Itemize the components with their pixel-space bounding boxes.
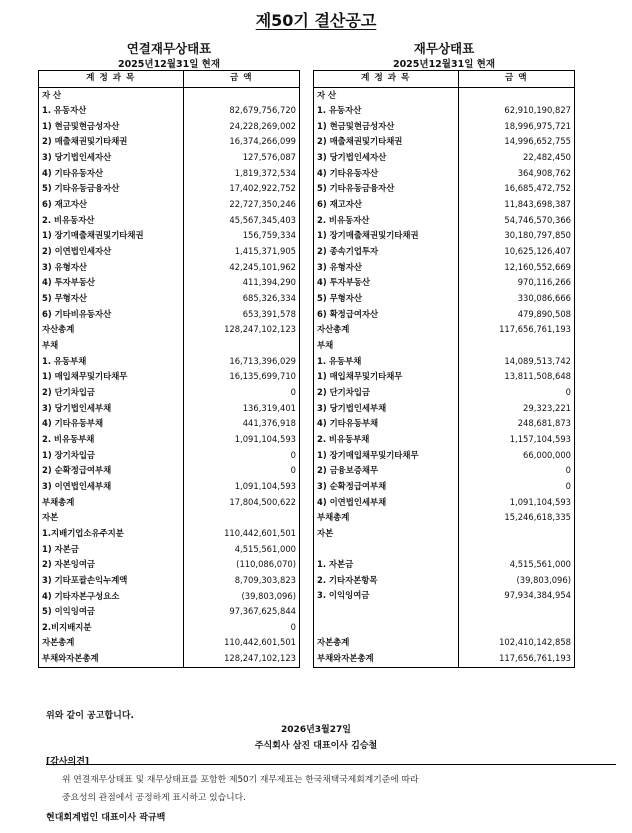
account-name: 2. 비유동부채 — [314, 432, 459, 448]
account-amount: 1,091,104,593 — [183, 479, 300, 495]
account-name: 3) 유형자산 — [314, 260, 459, 276]
account-amount: 8,709,303,823 — [183, 573, 300, 589]
table-row — [314, 588, 575, 604]
table-row — [39, 322, 300, 338]
table-row — [314, 651, 575, 667]
table-row — [314, 401, 575, 417]
company-representative: 주식회사 삼진 대표이사 김승철 — [254, 741, 378, 751]
account-amount — [458, 542, 575, 558]
account-name — [314, 604, 459, 620]
account-amount: 0 — [183, 620, 300, 636]
table-row — [314, 103, 575, 119]
table-row — [314, 416, 575, 432]
account-amount: 17,804,500,622 — [183, 495, 300, 511]
account-amount: 97,367,625,844 — [183, 604, 300, 620]
account-amount: 42,245,101,962 — [183, 260, 300, 276]
column-header-amount: 금 액 — [183, 71, 300, 88]
account-name: 1) 장기매출채권및기타채권 — [314, 228, 459, 244]
account-name: 2) 이연법인세자산 — [39, 244, 184, 260]
account-amount — [183, 87, 300, 103]
account-amount: 16,685,472,752 — [458, 181, 575, 197]
account-amount: 11,843,698,387 — [458, 197, 575, 213]
account-amount: 45,567,345,403 — [183, 213, 300, 229]
table-row — [314, 604, 575, 620]
column-header-account: 계 정 과 목 — [39, 71, 184, 88]
account-name: 5) 무형자산 — [314, 291, 459, 307]
account-name: 4) 이연법인세부채 — [314, 495, 459, 511]
table-row — [39, 244, 300, 260]
account-name: 6) 기타비유동자산 — [39, 307, 184, 323]
account-amount: 0 — [458, 479, 575, 495]
account-amount: 0 — [183, 385, 300, 401]
account-name: 2) 종속기업투자 — [314, 244, 459, 260]
separate-heading: 재무상태표 — [413, 41, 475, 56]
table-row — [314, 354, 575, 370]
table-row — [314, 181, 575, 197]
table-row — [314, 338, 575, 354]
account-amount: 15,246,618,335 — [458, 510, 575, 526]
account-name: 2) 매출채권및기타채권 — [314, 134, 459, 150]
account-amount: 0 — [458, 463, 575, 479]
account-name: 부채와자본총계 — [314, 651, 459, 667]
account-amount: 653,391,578 — [183, 307, 300, 323]
account-amount — [458, 87, 575, 103]
table-row — [39, 275, 300, 291]
table-row — [39, 213, 300, 229]
account-amount: 0 — [183, 448, 300, 464]
table-row — [314, 495, 575, 511]
account-amount: 1,157,104,593 — [458, 432, 575, 448]
table-row — [39, 260, 300, 276]
table-row — [39, 604, 300, 620]
account-amount: 22,482,450 — [458, 150, 575, 166]
account-name: 자본총계 — [39, 635, 184, 651]
account-amount: 13,811,508,648 — [458, 369, 575, 385]
account-amount: 479,890,508 — [458, 307, 575, 323]
table-row — [314, 557, 575, 573]
account-name: 2) 자본잉여금 — [39, 557, 184, 573]
account-name: 2) 매출채권및기타채권 — [39, 134, 184, 150]
account-name: 2. 비유동자산 — [314, 213, 459, 229]
account-name: 자 산 — [314, 87, 459, 103]
account-amount: 30,180,797,850 — [458, 228, 575, 244]
table-row — [314, 542, 575, 558]
account-amount: (110,086,070) — [183, 557, 300, 573]
account-name: 6) 재고자산 — [39, 197, 184, 213]
account-name: 3) 당기법인세부채 — [314, 401, 459, 417]
account-amount: 14,996,652,755 — [458, 134, 575, 150]
table-row — [314, 291, 575, 307]
account-name: 2. 비유동자산 — [39, 213, 184, 229]
account-amount: (39,803,096) — [183, 589, 300, 605]
account-amount: 16,374,266,099 — [183, 134, 300, 150]
table-row — [39, 463, 300, 479]
account-name: 5) 기타유동금융자산 — [39, 181, 184, 197]
table-row — [39, 526, 300, 542]
account-amount — [458, 526, 575, 542]
column-header-account: 계 정 과 목 — [314, 71, 459, 88]
table-row — [39, 416, 300, 432]
account-amount: 66,000,000 — [458, 448, 575, 464]
account-name: 자산총계 — [39, 322, 184, 338]
table-row — [314, 244, 575, 260]
account-name: 6) 재고자산 — [314, 197, 459, 213]
account-amount: 110,442,601,501 — [183, 635, 300, 651]
separate-date: 2025년12월31일 현재 — [392, 59, 496, 70]
table-row — [314, 448, 575, 464]
table-row — [39, 635, 300, 651]
table-row — [39, 134, 300, 150]
account-amount: 1,091,104,593 — [458, 495, 575, 511]
account-amount: 0 — [183, 463, 300, 479]
account-amount: 17,402,922,752 — [183, 181, 300, 197]
account-amount: 29,323,221 — [458, 401, 575, 417]
account-name: 2. 비유동부채 — [39, 432, 184, 448]
account-amount: 117,656,761,193 — [458, 322, 575, 338]
account-name: 3) 당기법인세부채 — [39, 401, 184, 417]
account-amount: 102,410,142,858 — [458, 635, 575, 651]
account-name: 2.비지배지분 — [39, 620, 184, 636]
account-name: 1) 매입채무및기타채무 — [314, 369, 459, 385]
table-row — [314, 620, 575, 636]
account-amount: 248,681,873 — [458, 416, 575, 432]
account-amount: 54,746,570,366 — [458, 213, 575, 229]
table-row — [314, 479, 575, 495]
table-row — [314, 463, 575, 479]
table-row — [39, 307, 300, 323]
account-name: 1) 매입채무및기타채무 — [39, 369, 184, 385]
account-name: 1) 자본금 — [39, 542, 184, 558]
account-amount: 685,326,334 — [183, 291, 300, 307]
account-name: 1. 유동자산 — [39, 103, 184, 119]
account-amount — [183, 338, 300, 354]
account-amount: 18,996,975,721 — [458, 119, 575, 135]
audit-divider — [46, 764, 616, 765]
table-row — [39, 197, 300, 213]
account-amount: 10,625,126,407 — [458, 244, 575, 260]
account-amount: 411,394,290 — [183, 275, 300, 291]
account-name: 1) 장기매입채무및기타채무 — [314, 448, 459, 464]
table-row — [314, 635, 575, 651]
audit-opinion-line-1: 위 연결재무상태표 및 재무상태표를 포함한 제50기 재무제표는 한국채택국제회계기준에 따라 — [62, 775, 419, 785]
account-amount: 14,089,513,742 — [458, 354, 575, 370]
consolidated-date: 2025년12월31일 현재 — [117, 59, 221, 70]
account-amount: (39,803,096) — [458, 573, 575, 589]
account-name: 부채총계 — [39, 495, 184, 511]
account-name: 자본 — [314, 526, 459, 542]
account-name: 4) 기타유동자산 — [39, 166, 184, 182]
account-name: 3) 당기법인세자산 — [314, 150, 459, 166]
table-row — [314, 369, 575, 385]
auditor-signature: 현대회계법인 대표이사 곽규백 — [46, 813, 166, 823]
account-amount: 16,135,699,710 — [183, 369, 300, 385]
table-row — [39, 87, 300, 103]
account-amount: 1,415,371,905 — [183, 244, 300, 260]
account-name: 3) 기타포괄손익누계액 — [39, 573, 184, 589]
account-name: 부채총계 — [314, 510, 459, 526]
table-row — [39, 119, 300, 135]
table-row — [314, 87, 575, 103]
account-amount: 330,086,666 — [458, 291, 575, 307]
column-header-amount: 금 액 — [458, 71, 575, 88]
consolidated-heading: 연결재무상태표 — [126, 41, 212, 56]
account-amount: 16,713,396,029 — [183, 354, 300, 370]
table-row — [39, 338, 300, 354]
table-row — [39, 103, 300, 119]
account-name — [314, 620, 459, 636]
account-name: 4) 기타유동부채 — [314, 416, 459, 432]
announcement-title: 제50기 결산공고 — [255, 11, 377, 30]
account-name: 4) 투자부동산 — [314, 275, 459, 291]
table-row — [314, 275, 575, 291]
account-amount: 1,091,104,593 — [183, 432, 300, 448]
table-row — [39, 150, 300, 166]
account-name: 4) 기타유동부채 — [39, 416, 184, 432]
account-name: 3) 당기법인세자산 — [39, 150, 184, 166]
account-amount: 117,656,761,193 — [458, 651, 575, 667]
account-name: 5) 무형자산 — [39, 291, 184, 307]
account-name: 1) 장기차입금 — [39, 448, 184, 464]
table-row — [314, 432, 575, 448]
account-amount: 4,515,561,000 — [183, 542, 300, 558]
account-name: 1. 유동자산 — [314, 103, 459, 119]
table-row — [314, 197, 575, 213]
account-name: 부채 — [314, 338, 459, 354]
account-name: 자본총계 — [314, 635, 459, 651]
account-name: 2) 순확정급여부채 — [39, 463, 184, 479]
table-row — [39, 479, 300, 495]
table-row — [39, 385, 300, 401]
table-row — [314, 166, 575, 182]
separate-balance-sheet — [313, 70, 575, 668]
table-row — [39, 166, 300, 182]
account-amount: 970,116,266 — [458, 275, 575, 291]
table-row — [39, 620, 300, 636]
table-row — [39, 369, 300, 385]
account-name: 부채와자본총계 — [39, 651, 184, 667]
table-row — [314, 213, 575, 229]
table-row — [314, 526, 575, 542]
table-row — [39, 354, 300, 370]
table-row — [314, 307, 575, 323]
account-name: 2) 단기차입금 — [314, 385, 459, 401]
table-row — [39, 291, 300, 307]
audit-opinion-line-2: 중요성의 관점에서 공정하게 표시하고 있습니다. — [62, 793, 246, 803]
account-amount: 22,727,350,246 — [183, 197, 300, 213]
table-row — [314, 573, 575, 589]
account-name: 자산총계 — [314, 322, 459, 338]
account-amount: 364,908,762 — [458, 166, 575, 182]
table-row — [39, 401, 300, 417]
account-amount — [183, 510, 300, 526]
account-name: 1. 유동부채 — [39, 354, 184, 370]
account-amount: 82,679,756,720 — [183, 103, 300, 119]
table-row — [314, 228, 575, 244]
account-amount: 127,576,087 — [183, 150, 300, 166]
table-row — [39, 181, 300, 197]
table-row — [39, 557, 300, 573]
notice-text: 위와 같이 공고합니다. — [46, 711, 134, 721]
account-name: 1) 현금및현금성자산 — [314, 119, 459, 135]
account-name: 4) 기타자본구성요소 — [39, 589, 184, 605]
table-row — [314, 510, 575, 526]
account-name: 부채 — [39, 338, 184, 354]
account-amount: 110,442,601,501 — [183, 526, 300, 542]
account-amount: 62,910,190,827 — [458, 103, 575, 119]
table-row — [39, 589, 300, 605]
account-amount: 4,515,561,000 — [458, 557, 575, 573]
table-row — [39, 228, 300, 244]
table-row — [314, 385, 575, 401]
table-row — [39, 432, 300, 448]
account-amount — [458, 620, 575, 636]
account-name: 6) 확정급여자산 — [314, 307, 459, 323]
account-amount — [458, 604, 575, 620]
account-amount: 0 — [458, 385, 575, 401]
account-name: 자본 — [39, 510, 184, 526]
consolidated-balance-sheet — [38, 70, 300, 668]
account-amount: 441,376,918 — [183, 416, 300, 432]
account-name: 5) 기타유동금융자산 — [314, 181, 459, 197]
account-amount: 128,247,102,123 — [183, 651, 300, 667]
account-name: 3. 이익잉여금 — [314, 588, 459, 604]
table-row — [39, 510, 300, 526]
account-name: 3) 순확정급여부채 — [314, 479, 459, 495]
account-name: 3) 이연법인세부채 — [39, 479, 184, 495]
table-row — [39, 651, 300, 667]
account-name — [314, 542, 459, 558]
account-name: 4) 투자부동산 — [39, 275, 184, 291]
account-amount: 128,247,102,123 — [183, 322, 300, 338]
table-row — [39, 495, 300, 511]
account-name: 5) 이익잉여금 — [39, 604, 184, 620]
table-row — [39, 542, 300, 558]
account-amount: 12,160,552,669 — [458, 260, 575, 276]
account-name: 4) 기타유동자산 — [314, 166, 459, 182]
account-amount: 97,934,384,954 — [458, 588, 575, 604]
account-name: 2. 기타자본항목 — [314, 573, 459, 589]
account-amount: 156,759,334 — [183, 228, 300, 244]
account-name: 1. 유동부채 — [314, 354, 459, 370]
account-amount: 1,819,372,534 — [183, 166, 300, 182]
account-name: 자 산 — [39, 87, 184, 103]
account-name: 1.지배기업소유주지분 — [39, 526, 184, 542]
table-row — [314, 260, 575, 276]
account-name: 1. 자본금 — [314, 557, 459, 573]
announcement-date: 2026년3월27일 — [281, 725, 351, 735]
account-name: 2) 단기차입금 — [39, 385, 184, 401]
account-amount: 24,228,269,002 — [183, 119, 300, 135]
account-amount — [458, 338, 575, 354]
audit-opinion-title: [감사의견] — [46, 757, 90, 767]
account-name: 1) 장기매출채권및기타채권 — [39, 228, 184, 244]
table-row — [314, 150, 575, 166]
account-name: 3) 유형자산 — [39, 260, 184, 276]
table-row — [39, 573, 300, 589]
account-name: 1) 현금및현금성자산 — [39, 119, 184, 135]
table-row — [314, 119, 575, 135]
account-amount: 136,319,401 — [183, 401, 300, 417]
table-row — [314, 322, 575, 338]
account-name: 2) 금융보증채무 — [314, 463, 459, 479]
table-row — [314, 134, 575, 150]
table-row — [39, 448, 300, 464]
